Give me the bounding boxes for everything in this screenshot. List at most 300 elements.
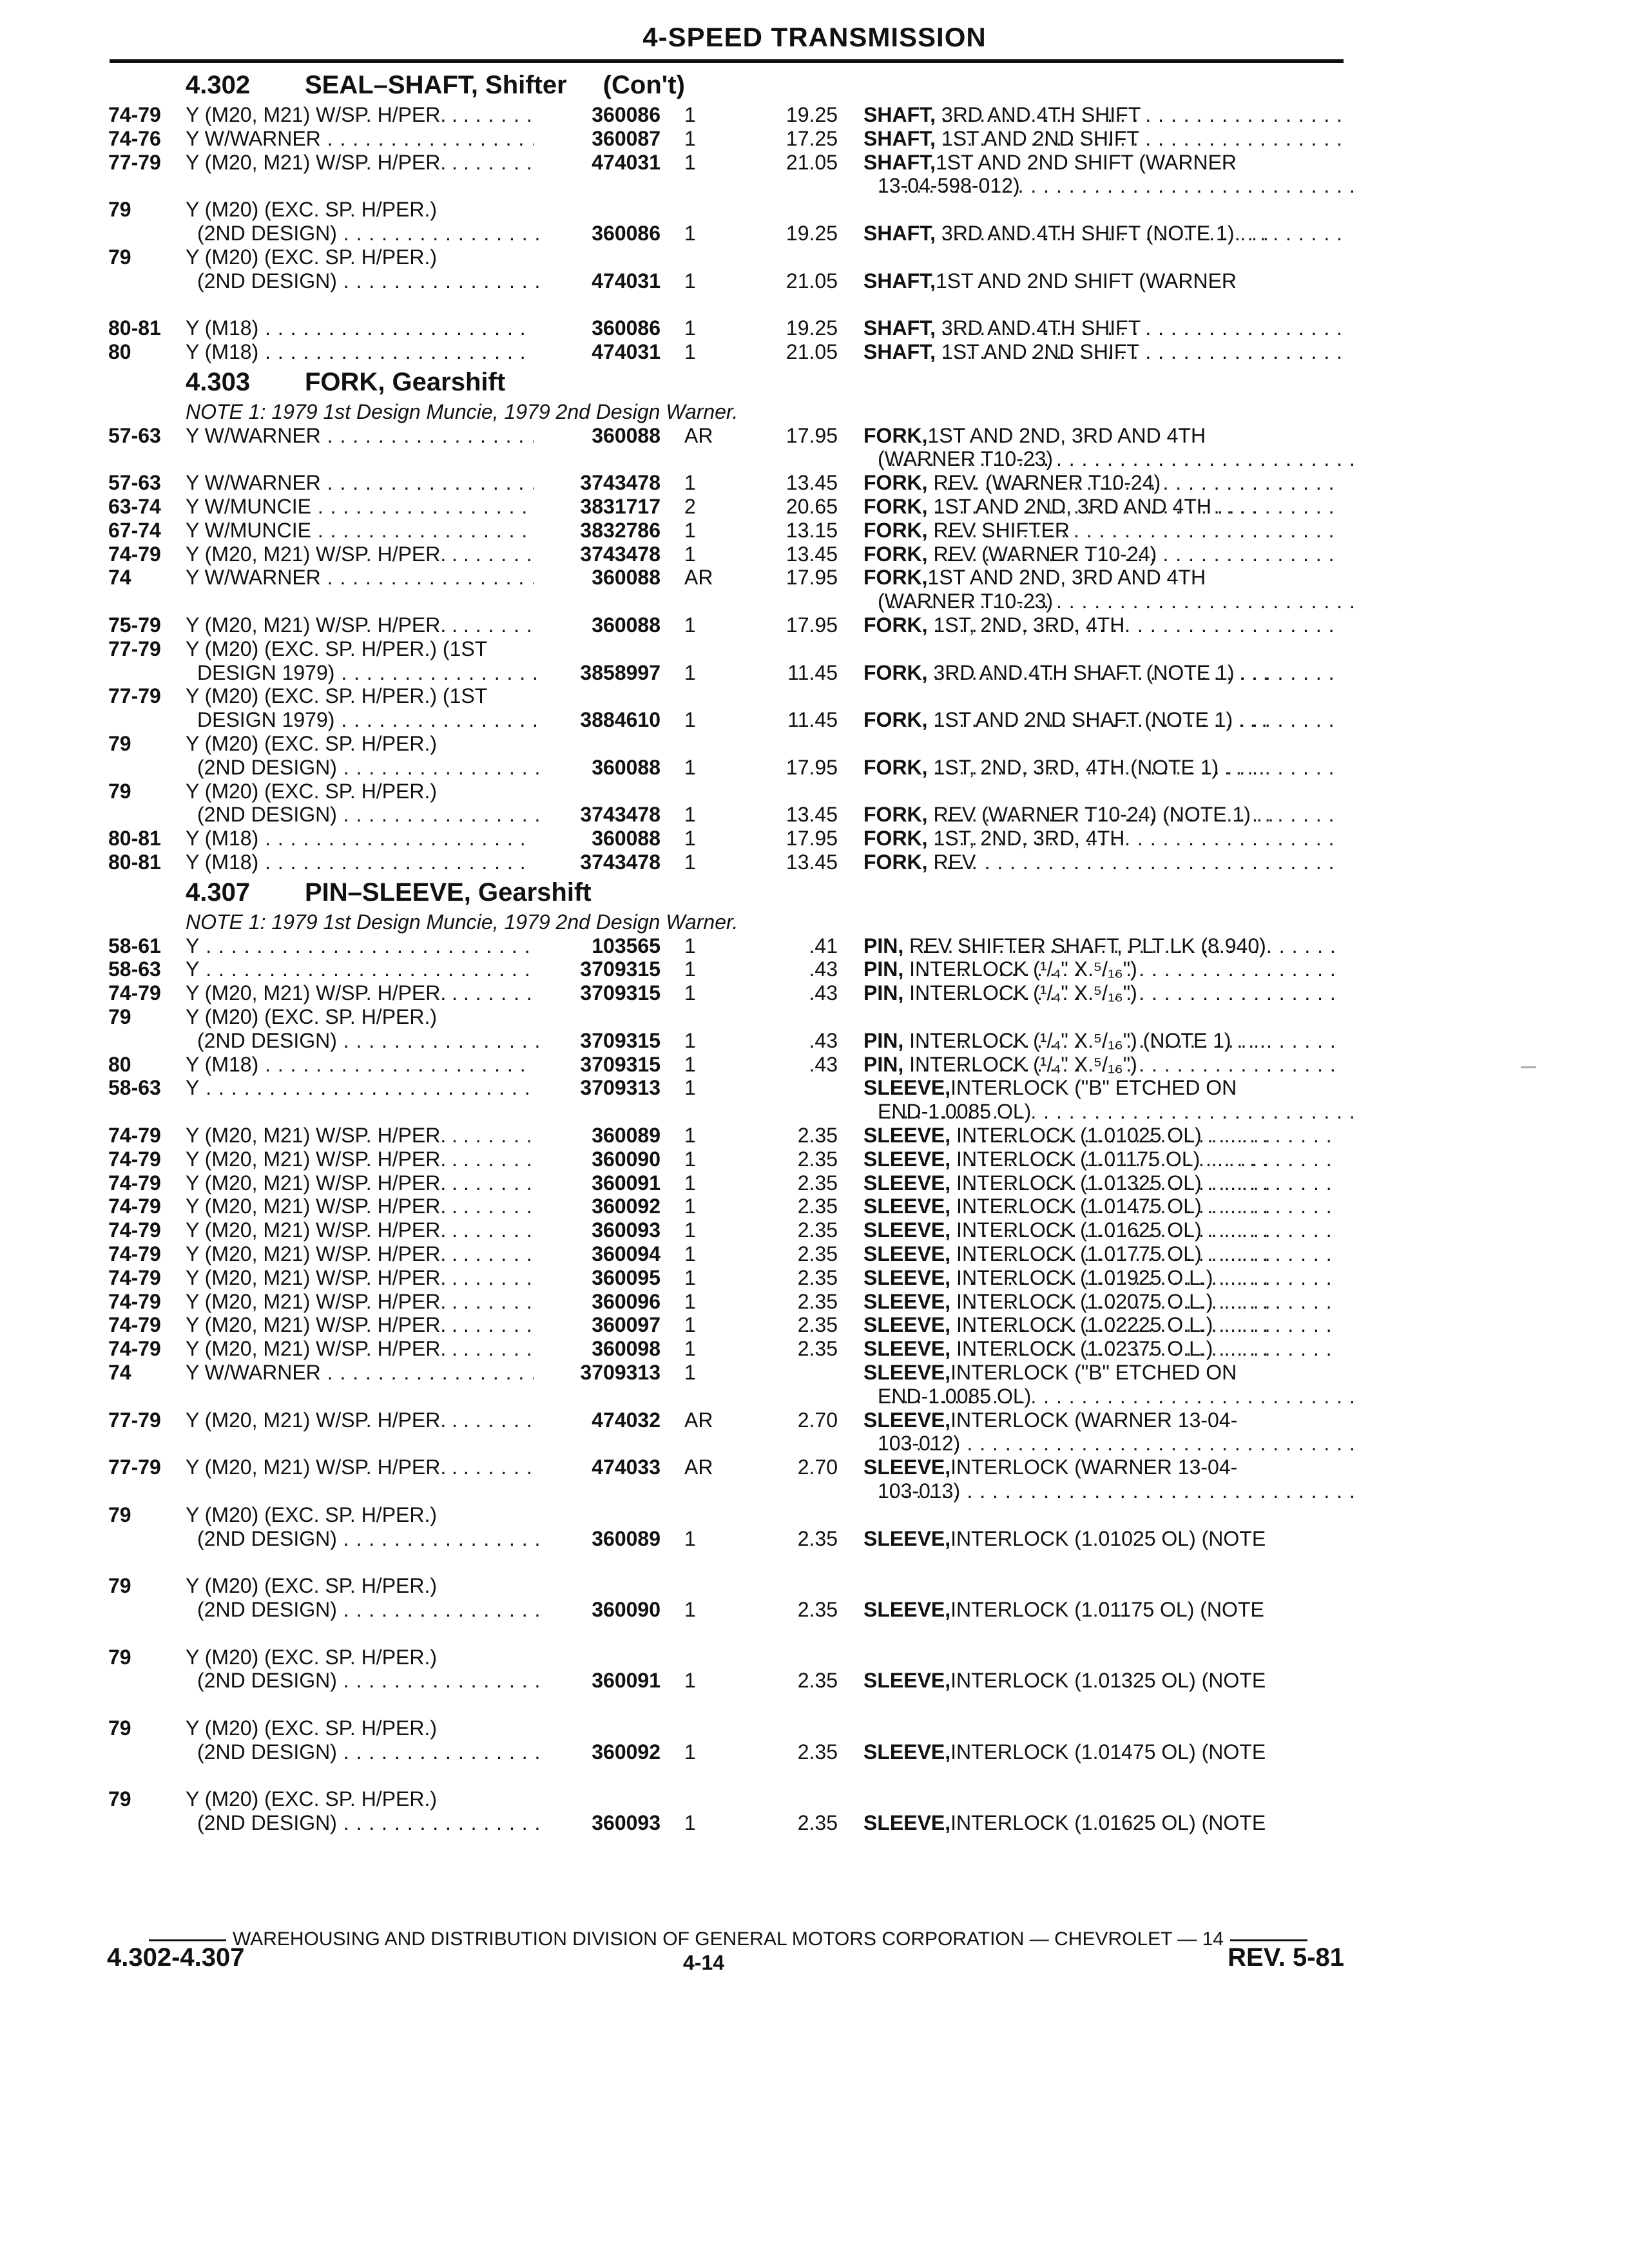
price: 13.45 — [786, 850, 838, 874]
part-name — [878, 1100, 1354, 1123]
model-years: 74 — [108, 1361, 131, 1384]
parts-row — [0, 1408, 1629, 1434]
part-name-keyword: SLEEVE, — [863, 1171, 951, 1195]
part-name-keyword: SLEEVE, — [863, 1669, 951, 1693]
part-name-detail: INTERLOCK (¹/₄" X ⁵/₁₆") (NOTE 1) . . . — [909, 1028, 1266, 1052]
application-desc: Y (M20, M21) W/SP. H/PER. . . . . . — [186, 103, 534, 126]
part-name-detail: INTERLOCK (1.01025 OL) . . . . . . — [956, 1124, 1271, 1147]
application-desc: (2ND DESIGN) . . . — [197, 1740, 545, 1763]
page-number: 4-14 — [683, 1951, 725, 1974]
part-name — [863, 1313, 1340, 1336]
part-name — [878, 1479, 1354, 1503]
model-years: 74-79 — [108, 1242, 161, 1265]
price: 21.05 — [786, 340, 838, 363]
part-name-detail: INTERLOCK ("B" ETCHED ON — [950, 1076, 1237, 1100]
footer-rule-right — [1230, 1939, 1307, 1941]
application-desc: Y (M20) (EXC. SP. H/PER.) — [186, 1787, 438, 1811]
model-years: 57-63 — [108, 423, 161, 447]
model-years: 77-79 — [108, 684, 161, 708]
application-desc: Y (M20, M21) W/SP. H/PER. . . . . . — [186, 1171, 534, 1195]
part-name — [863, 1811, 1340, 1834]
model-years: 74-79 — [108, 981, 161, 1005]
part-name-detail: 1ST AND 2ND SHIFT (WARNER — [936, 150, 1237, 174]
model-years: 74 — [108, 566, 131, 590]
part-number: 360095 — [592, 1265, 660, 1289]
part-name-detail: 103-012) — [878, 1432, 961, 1456]
section-title: PIN–SLEEVE, Gearshift — [305, 878, 592, 907]
application-desc: Y (M20) (EXC. SP. H/PER.) — [186, 245, 438, 269]
price: 19.25 — [786, 222, 838, 245]
part-name-keyword: FORK, — [863, 518, 928, 542]
quantity: AR — [684, 1408, 713, 1432]
part-number: 360091 — [592, 1669, 660, 1693]
part-name-keyword: SHAFT, — [863, 222, 936, 245]
quantity: AR — [684, 1456, 713, 1479]
price: .43 — [809, 1052, 838, 1076]
application-desc: Y (M20, M21) W/SP. H/PER. . . . . . — [186, 1148, 534, 1171]
part-name-detail: 3RD AND 4TH SHIFT (NOTE 1) . . . — [941, 222, 1269, 245]
parts-row — [0, 543, 1629, 568]
part-name-detail: REV SHIFTER SHAFT, PLT LK (8.940) — [909, 934, 1266, 957]
part-number: 360096 — [592, 1289, 660, 1313]
part-number: 360086 — [592, 222, 660, 245]
part-name-detail: 1ST, 2ND, 3RD, 4TH — [933, 613, 1125, 637]
application-desc: Y W/WARNER . . . — [186, 471, 534, 494]
part-name — [863, 1598, 1340, 1621]
parts-row — [0, 732, 1629, 758]
price: 13.45 — [786, 471, 838, 495]
part-name-detail: INTERLOCK (1.01775 OL) . . . . . . — [956, 1242, 1271, 1265]
part-number: 3743478 — [580, 471, 660, 495]
part-name — [863, 1740, 1340, 1763]
part-name-keyword: FORK, — [863, 613, 928, 637]
application-desc: Y (M20) (EXC. SP. H/PER.) — [186, 732, 438, 755]
quantity: 1 — [684, 1052, 696, 1076]
application-desc: Y (M18) . . . — [186, 850, 534, 874]
parts-row — [0, 1005, 1629, 1031]
part-name — [878, 447, 1354, 470]
price: 17.25 — [786, 126, 838, 150]
part-name-keyword: PIN, — [863, 1052, 904, 1076]
part-name — [863, 934, 1340, 957]
price: 11.45 — [787, 708, 838, 732]
part-name — [878, 590, 1354, 613]
part-name-detail: REV (WARNER T10-24) — [933, 542, 1157, 566]
quantity: 1 — [684, 1195, 696, 1218]
part-number: 360088 — [592, 423, 660, 447]
price: 11.45 — [787, 660, 838, 684]
quantity: 1 — [684, 1669, 696, 1693]
price: 2.35 — [797, 1289, 838, 1313]
quantity: 1 — [684, 1361, 696, 1384]
part-name-keyword: SLEEVE, — [863, 1289, 951, 1313]
parts-row — [0, 981, 1629, 1007]
model-years: 79 — [108, 732, 131, 755]
part-name — [863, 756, 1340, 779]
part-name — [863, 222, 1340, 245]
parts-row — [0, 1171, 1629, 1197]
part-name-keyword: FORK, — [863, 755, 928, 779]
footer-line — [110, 1928, 1347, 1950]
part-name — [863, 1053, 1340, 1076]
price: 2.35 — [797, 1337, 838, 1361]
parts-row — [0, 1669, 1629, 1695]
quantity: 1 — [684, 1526, 696, 1550]
model-years: 80-81 — [108, 316, 161, 340]
quantity: 1 — [684, 1171, 696, 1195]
quantity: 1 — [684, 103, 696, 126]
parts-row — [0, 198, 1629, 224]
parts-row — [0, 1361, 1629, 1387]
part-name — [863, 1669, 1340, 1692]
quantity: 1 — [684, 957, 696, 981]
part-number: 360097 — [592, 1313, 660, 1337]
footer-rule-left — [149, 1939, 226, 1941]
application-desc: Y (M18) . . . — [186, 340, 534, 363]
part-name-detail: INTERLOCK (1.02375 O.L.) . . . . . — [956, 1337, 1271, 1361]
part-name-detail: INTERLOCK (1.02225 O.L.) . . . . . — [956, 1313, 1271, 1337]
parts-row — [0, 1148, 1629, 1173]
part-name — [863, 1218, 1340, 1242]
model-years: 74-79 — [108, 1313, 161, 1337]
model-years: 58-63 — [108, 957, 161, 981]
part-name-keyword: SHAFT, — [863, 126, 936, 150]
model-years: 77-79 — [108, 150, 161, 174]
parts-row — [0, 1242, 1629, 1268]
quantity: 1 — [684, 934, 696, 957]
part-name-detail: INTERLOCK (1.01325 OL) . . . . . . — [956, 1171, 1271, 1195]
part-number: 360091 — [592, 1171, 660, 1195]
model-years: 74-76 — [108, 126, 161, 150]
application-desc: (2ND DESIGN) . . . — [197, 1527, 545, 1550]
parts-row — [0, 957, 1629, 983]
quantity: 1 — [684, 803, 696, 827]
parts-row — [0, 590, 1629, 615]
application-desc: Y (M20) (EXC. SP. H/PER.) (1ST — [186, 684, 488, 708]
price: 2.35 — [797, 1669, 838, 1693]
quantity: 1 — [684, 1740, 696, 1763]
model-years: 57-63 — [108, 471, 161, 495]
quantity: 1 — [684, 1598, 696, 1621]
price: 2.70 — [797, 1408, 838, 1432]
part-name — [878, 174, 1354, 197]
application-desc: Y (M20) (EXC. SP. H/PER.) — [186, 1716, 438, 1740]
application-desc: Y (M20, M21) W/SP. H/PER. . . . . . — [186, 1218, 534, 1242]
model-years: 79 — [108, 1005, 131, 1028]
part-name-keyword: SLEEVE, — [863, 1408, 951, 1432]
section-number: 4.302 — [186, 71, 251, 99]
quantity: 1 — [684, 1313, 696, 1337]
price: 2.35 — [797, 1124, 838, 1147]
part-name-detail: INTERLOCK (1.02075 O.L.) . . . . . — [956, 1289, 1271, 1313]
parts-row — [0, 1385, 1629, 1410]
model-years: 77-79 — [108, 637, 161, 660]
quantity: 1 — [684, 518, 696, 542]
part-name-detail: INTERLOCK (1.01475 OL) . . . . . . — [956, 1195, 1271, 1218]
part-name-detail: 13-04-598-012) — [878, 174, 1020, 198]
model-years: 74-79 — [108, 1289, 161, 1313]
part-name-detail: 1ST AND 2ND SHAFT (NOTE 1) . . . — [933, 708, 1268, 732]
section-continued: (Con't) — [602, 71, 685, 99]
parts-row — [0, 1479, 1629, 1505]
parts-row — [0, 1290, 1629, 1316]
part-name — [863, 803, 1340, 826]
application-desc: Y (M20, M21) W/SP. H/PER. . . . . . — [186, 543, 534, 566]
application-desc: Y (M20, M21) W/SP. H/PER. . . . . . — [186, 1266, 534, 1289]
part-name-keyword: FORK, — [863, 708, 928, 732]
price: 2.35 — [797, 1218, 838, 1242]
application-desc: Y W/WARNER . . . — [186, 566, 534, 589]
part-name-keyword: SLEEVE, — [863, 1242, 951, 1265]
model-years: 79 — [108, 245, 131, 269]
price: .43 — [809, 1028, 838, 1052]
parts-row — [0, 471, 1629, 497]
part-name — [863, 316, 1340, 340]
part-name-detail: 1ST, 2ND, 3RD, 4TH — [933, 827, 1125, 850]
part-name-detail: INTERLOCK (1.01175 OL) (NOTE — [950, 1598, 1264, 1621]
part-number: 360098 — [592, 1337, 660, 1361]
part-name-keyword: SLEEVE, — [863, 1337, 951, 1361]
model-years: 74-79 — [108, 1195, 161, 1218]
model-years: 74-79 — [108, 103, 161, 126]
part-name — [863, 957, 1340, 981]
quantity: 2 — [684, 495, 696, 518]
part-name — [863, 661, 1340, 684]
parts-row — [0, 1740, 1629, 1766]
price: 21.05 — [786, 150, 838, 174]
price: 17.95 — [786, 755, 838, 779]
application-desc: (2ND DESIGN) . . . — [197, 1669, 545, 1692]
application-desc: (2ND DESIGN) . . . — [197, 269, 545, 293]
part-name — [863, 1361, 1340, 1384]
model-years: 79 — [108, 1787, 131, 1811]
part-name — [863, 1242, 1340, 1265]
quantity: 1 — [684, 981, 696, 1005]
page-title: 4-SPEED TRANSMISSION — [642, 22, 987, 52]
quantity: 1 — [684, 708, 696, 732]
part-name-detail: INTERLOCK (1.01175 OL) . . . . . . — [956, 1147, 1269, 1171]
parts-row — [0, 1124, 1629, 1149]
section-number: 4.307 — [186, 878, 251, 907]
quantity: 1 — [684, 1242, 696, 1265]
application-desc: Y W/WARNER . . . — [186, 1361, 534, 1384]
parts-row — [0, 827, 1629, 852]
part-number: 360087 — [592, 126, 660, 150]
application-desc: (2ND DESIGN) . . . — [197, 756, 545, 779]
part-name — [863, 1290, 1340, 1313]
price: 2.70 — [797, 1456, 838, 1479]
price: 17.95 — [786, 613, 838, 637]
part-number: 3884610 — [580, 708, 660, 732]
part-name — [863, 269, 1340, 293]
part-name-keyword: SLEEVE, — [863, 1313, 951, 1337]
price: 13.45 — [786, 542, 838, 566]
price: 2.35 — [797, 1147, 838, 1171]
parts-row — [0, 1029, 1629, 1055]
application-desc: Y (M20, M21) W/SP. H/PER. . . . . . — [186, 1290, 534, 1313]
parts-row — [0, 103, 1629, 129]
part-name — [863, 340, 1340, 363]
application-desc: Y (M20, M21) W/SP. H/PER. . . . . . — [186, 1195, 534, 1218]
quantity: 1 — [684, 126, 696, 150]
section-heading — [186, 368, 505, 397]
part-name-keyword: SLEEVE, — [863, 1456, 951, 1479]
quantity: 1 — [684, 1289, 696, 1313]
part-name — [863, 981, 1340, 1004]
part-name-detail: INTERLOCK (WARNER 13-04- — [950, 1408, 1238, 1432]
part-name-keyword: SLEEVE, — [863, 1124, 951, 1147]
price: 19.25 — [786, 316, 838, 340]
part-number: 360089 — [592, 1124, 660, 1147]
part-name — [863, 1527, 1340, 1550]
part-name-keyword: SLEEVE, — [863, 1147, 951, 1171]
model-years: 74-79 — [108, 1171, 161, 1195]
price: 2.35 — [797, 1242, 838, 1265]
application-desc: Y (M18) . . . — [186, 1053, 534, 1076]
revision-label: REV. 5-81 — [1228, 1943, 1344, 1972]
parts-row — [0, 245, 1629, 271]
section-title: SEAL–SHAFT, Shifter — [305, 71, 567, 99]
part-number: 360089 — [592, 1526, 660, 1550]
part-name-detail: 3RD AND 4TH SHIFT — [941, 103, 1141, 126]
part-name — [863, 566, 1340, 589]
application-desc: Y (M20, M21) W/SP. H/PER. . . . . . — [186, 981, 534, 1004]
part-name — [863, 1171, 1340, 1195]
quantity: 1 — [684, 542, 696, 566]
part-number: 474032 — [592, 1408, 660, 1432]
part-name-detail: INTERLOCK (1.01475 OL) (NOTE — [950, 1740, 1266, 1763]
price: 2.35 — [797, 1598, 838, 1621]
parts-row — [0, 447, 1629, 473]
model-years: 75-79 — [108, 613, 161, 637]
quantity: 1 — [684, 269, 696, 293]
part-number: 3709313 — [580, 1076, 660, 1100]
parts-row — [0, 1646, 1629, 1671]
part-name — [863, 151, 1340, 174]
part-name-keyword: PIN, — [863, 981, 904, 1005]
part-name-detail: REV SHIFTER — [933, 518, 1070, 542]
part-name — [863, 708, 1340, 731]
part-name-detail: 1ST AND 2ND, 3RD AND 4TH — [927, 566, 1206, 590]
part-name — [863, 1148, 1340, 1171]
part-name-keyword: FORK, — [863, 495, 928, 518]
parts-row — [0, 174, 1629, 200]
parts-row — [0, 637, 1629, 663]
price: 21.05 — [786, 269, 838, 293]
part-name-detail: 3RD AND 4TH SHIFT — [941, 316, 1141, 340]
part-name-detail: INTERLOCK (¹/₄" X ⁵/₁₆") — [909, 1052, 1137, 1076]
model-years: 74-79 — [108, 1124, 161, 1147]
model-years: 79 — [108, 1716, 131, 1740]
application-desc: Y (M20) (EXC. SP. H/PER.) — [186, 1574, 438, 1598]
quantity: 1 — [684, 660, 696, 684]
part-number: 3709315 — [580, 981, 660, 1005]
part-number: 3743478 — [580, 850, 660, 874]
price: 19.25 — [786, 103, 838, 126]
parts-row — [0, 151, 1629, 177]
part-name — [863, 1266, 1340, 1289]
parts-row — [0, 1100, 1629, 1126]
parts-row — [0, 424, 1629, 450]
part-number: 360093 — [592, 1811, 660, 1835]
model-years: 80 — [108, 1052, 131, 1076]
part-name-detail: INTERLOCK (WARNER 13-04- — [950, 1456, 1238, 1479]
model-years: 77-79 — [108, 1456, 161, 1479]
parts-row — [0, 1716, 1629, 1742]
part-name-keyword: FORK, — [863, 660, 928, 684]
quantity: 1 — [684, 827, 696, 850]
part-name-detail: END-1.0085 OL) — [878, 1384, 1032, 1408]
quantity: 1 — [684, 1218, 696, 1242]
application-desc: Y (M20) (EXC. SP. H/PER.) (1ST — [186, 637, 488, 660]
part-number: 3709313 — [580, 1361, 660, 1384]
part-name-detail: 103-013) — [878, 1479, 961, 1503]
part-name-keyword: SLEEVE, — [863, 1740, 951, 1763]
part-name-keyword: PIN, — [863, 1028, 904, 1052]
application-desc: (2ND DESIGN) . . . — [197, 222, 545, 245]
part-number: 3831717 — [580, 495, 660, 518]
model-years: 80-81 — [108, 827, 161, 850]
section-note: NOTE 1: 1979 1st Design Muncie, 1979 2nd Design Warner. — [186, 399, 738, 423]
part-name — [863, 127, 1340, 150]
part-name-keyword: PIN, — [863, 957, 904, 981]
part-name — [878, 1385, 1354, 1408]
model-years: 74-79 — [108, 1147, 161, 1171]
application-desc: Y (M20, M21) W/SP. H/PER. . . . . . — [186, 1124, 534, 1147]
section-range: 4.302-4.307 — [107, 1943, 245, 1972]
part-name-keyword: SHAFT, — [863, 103, 936, 126]
price: 17.95 — [786, 566, 838, 590]
part-number: 360088 — [592, 827, 660, 850]
parts-row — [0, 1574, 1629, 1600]
parts-row — [0, 1811, 1629, 1837]
parts-row — [0, 1503, 1629, 1529]
part-number: 3709315 — [580, 957, 660, 981]
part-number: 474031 — [592, 340, 660, 363]
quantity: AR — [684, 423, 713, 447]
price: 2.35 — [797, 1811, 838, 1835]
part-name-keyword: SLEEVE, — [863, 1218, 951, 1242]
quantity: 1 — [684, 1811, 696, 1835]
part-name-detail: 1ST AND 2ND, 3RD AND 4TH . . . . — [933, 495, 1258, 518]
price: 2.35 — [797, 1740, 838, 1763]
part-name-keyword: SLEEVE, — [863, 1526, 951, 1550]
part-name — [863, 613, 1340, 637]
part-name-keyword: FORK, — [863, 423, 928, 447]
parts-row — [0, 803, 1629, 829]
parts-row — [0, 1076, 1629, 1102]
part-number: 360088 — [592, 613, 660, 637]
application-desc: Y . . . — [186, 1076, 534, 1099]
parts-row — [0, 850, 1629, 876]
parts-row — [0, 495, 1629, 521]
part-name-keyword: SHAFT, — [863, 269, 936, 293]
price: 17.95 — [786, 423, 838, 447]
part-number: 3832786 — [580, 518, 660, 542]
application-desc: (2ND DESIGN) . . . — [197, 1811, 545, 1834]
part-number: 360088 — [592, 755, 660, 779]
price: .43 — [809, 981, 838, 1005]
part-name — [863, 103, 1340, 126]
application-desc: Y W/WARNER . . . — [186, 127, 534, 150]
application-desc: Y (M20) (EXC. SP. H/PER.) — [186, 779, 438, 803]
parts-row — [0, 566, 1629, 591]
application-desc: Y . . . — [186, 957, 534, 981]
quantity: AR — [684, 566, 713, 590]
price: .43 — [809, 957, 838, 981]
part-name-keyword: SLEEVE, — [863, 1195, 951, 1218]
price: 13.45 — [786, 803, 838, 827]
